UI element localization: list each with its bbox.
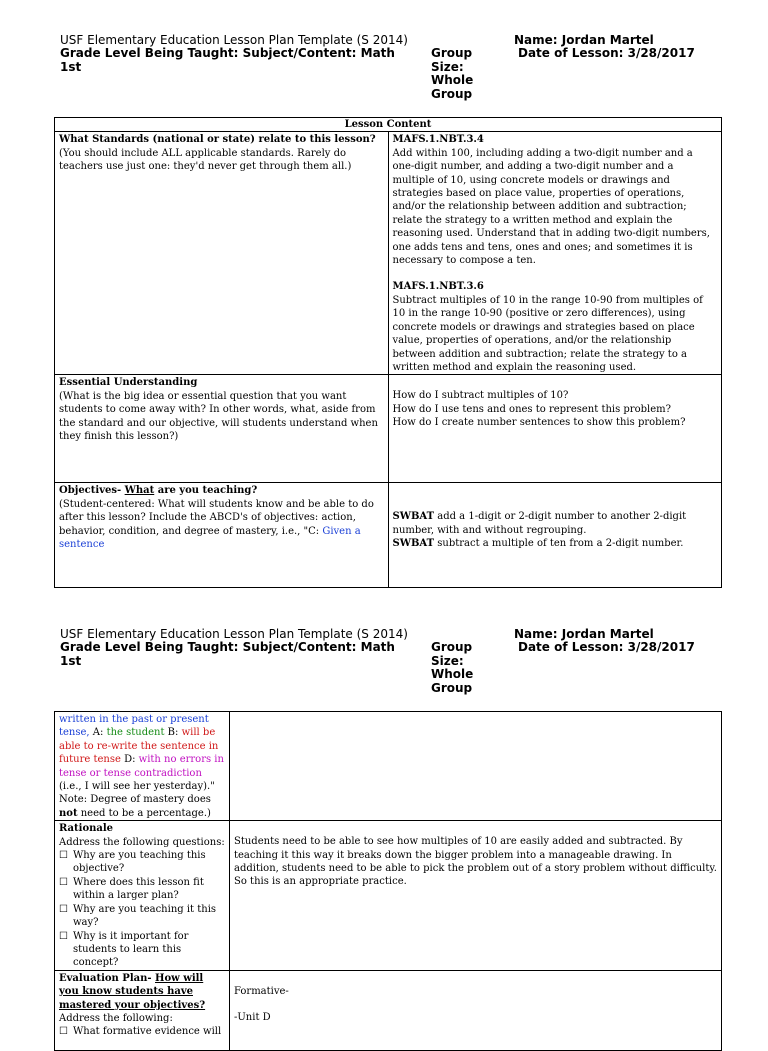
standard-text-1: Add within 100, including adding a two-digit number and a one-digit number, and adding a two-digit number and a multiple of 10, using concrete models or drawings and strategies based on place value, properties of operations, and/or the relationship between addition and subtraction; relate the strategy to a written method and explain the reasoning used. Understand that in adding two-digit numbers, one adds tens and tens, ones and ones; and sometimes it is necessary to compose a ten. (392, 147, 710, 267)
objective-1 (393, 510, 718, 537)
swbat-1: SWBAT (392, 511, 435, 523)
checkbox-icon: ☐ (59, 1026, 68, 1038)
evaluation-item-text: What formative evidence will (73, 1026, 222, 1038)
objectives-heading (59, 484, 384, 497)
table-title: Lesson Content (55, 118, 722, 132)
essential-question-1: How do I subtract multiples of 10? (392, 390, 569, 402)
cont-b-label: B: (164, 727, 182, 739)
cont-degree: with no errors in tense or tense contradiction (59, 754, 224, 779)
objectives-desc-text: (Student-centered: What will students know and be able to do after this lesson? Include the ABCD's of objectives: action, behavior, condition, and degree of mastery, i.e., "C: (59, 498, 374, 537)
standard-text-2: Subtract multiples of 10 in the range 10-90 from multiples of 10 in the range 10-90 (positive or zero differences), using concrete models or drawings and strategies based on place value, properties of operations, and/or the relationship between addition and subtraction; relate the strategy to a written method and explain the reasoning used. (392, 294, 703, 373)
cont-a-label: A: (89, 727, 107, 739)
lesson-content-table (54, 117, 722, 588)
evaluation-desc: Address the following: (59, 1012, 173, 1024)
lesson-date-2: Date of Lesson: 3/28/2017 (518, 640, 695, 654)
objectives-continued-cell (55, 712, 230, 821)
note-post: need to be a percentage.) (77, 807, 211, 819)
objectives-content-cell (388, 483, 722, 588)
template-title-2: USF Elementary Education Lesson Plan Template (S 2014) (60, 627, 408, 641)
evaluation-item (59, 1025, 225, 1038)
objectives-heading-what: What (124, 485, 155, 497)
teacher-name: Name: Jordan Martel (514, 33, 654, 47)
objectives-continued-content (230, 712, 722, 821)
standards-label-cell (55, 132, 389, 375)
grade-subject-2: Grade Level Being Taught: Subject/Content: Math 1st (60, 640, 395, 668)
evaluation-label-cell (55, 970, 230, 1050)
objectives-desc (59, 498, 384, 552)
rationale-item (59, 849, 225, 876)
checkbox-icon: ☐ (59, 876, 68, 888)
essential-question-2: How do I use tens and ones to represent this problem? (392, 403, 671, 415)
standard-code-1: MAFS.1.NBT.3.4 (392, 134, 484, 146)
rationale-item-text: Why are you teaching this objective? (73, 850, 206, 875)
cont-behavior: will be able to re-write the sentence in future tense (59, 727, 219, 766)
rationale-label-cell (55, 821, 230, 970)
objectives-heading-post: are you teaching? (154, 485, 258, 497)
objectives-desc-blue: Given a sentence (59, 525, 361, 550)
objectives-heading-pre: Objectives- (59, 485, 125, 497)
teacher-name-2: Name: Jordan Martel (514, 627, 654, 641)
swbat-2: SWBAT (392, 538, 435, 550)
objective-2-text: subtract a multiple of ten from a 2-digit number. (434, 538, 684, 550)
rationale-item (59, 903, 225, 930)
standards-heading: What Standards (national or state) relate to this lesson? (59, 134, 376, 146)
rationale-content-cell (230, 821, 722, 970)
rationale-item-text: Why are you teaching it this way? (73, 903, 217, 929)
evaluation-heading-pre: Evaluation Plan- (59, 972, 156, 984)
standards-content-cell (388, 132, 722, 375)
grade-subject: Grade Level Being Taught: Subject/Content: Math 1st (60, 46, 395, 74)
rationale-item-text: Why is it important for students to learn this concept? (73, 930, 189, 969)
rationale-heading: Rationale (59, 823, 114, 835)
rationale-item-text: Where does this lesson fit within a larger plan? (73, 876, 204, 902)
note-pre: Note: Degree of mastery does (59, 794, 211, 806)
essential-desc: (What is the big idea or essential question that you want students to come away with? In other words, what, aside from the standard and our objective, will students understand when they finish this lesson?) (59, 390, 378, 442)
essential-label-cell (55, 375, 389, 483)
objective-1-text: add a 1-digit or 2-digit number to another 2-digit number, with and without regrouping. (392, 511, 687, 536)
checkbox-icon: ☐ (59, 903, 68, 915)
essential-heading: Essential Understanding (59, 377, 198, 389)
formative-label: Formative- (234, 985, 289, 997)
checkbox-icon: ☐ (59, 850, 68, 862)
evaluation-heading-question: How will you know students have mastered your objectives? (59, 972, 206, 1011)
objectives-label-cell (55, 483, 389, 588)
evaluation-heading (59, 972, 225, 1012)
rationale-text: Students need to be able to see how multiples of 10 are easily added and subtracted. By teaching it this way it breaks down the bigger problem into a manageable drawing. In addition, students need to be able to pick the problem out of a story problem without difficulty. So this is an appropriate practice. (234, 836, 717, 888)
checkbox-icon: ☐ (59, 930, 68, 942)
objective-2 (393, 537, 718, 550)
note-not: not (59, 807, 78, 819)
cont-example: (i.e., I will see her yesterday)." (59, 781, 215, 793)
group-size: Group Size: Whole Group (431, 46, 474, 101)
group-size-2: Group Size: Whole Group (431, 640, 474, 695)
essential-content-cell (388, 375, 722, 483)
standard-code-2: MAFS.1.NBT.3.6 (392, 281, 484, 293)
cont-d-label: D: (120, 754, 139, 766)
lesson-date: Date of Lesson: 3/28/2017 (518, 46, 695, 60)
cont-audience: the student (106, 727, 165, 739)
essential-question-3: How do I create number sentences to show this problem? (392, 417, 686, 429)
standards-desc: (You should include ALL applicable standards. Rarely do teachers use just one: they'd never get through them all.) (59, 147, 352, 173)
lesson-content-table-continued (54, 711, 722, 1051)
template-title: USF Elementary Education Lesson Plan Template (S 2014) (60, 33, 408, 47)
unit-label: -Unit D (234, 1012, 271, 1024)
evaluation-content-cell (230, 970, 722, 1050)
rationale-item (59, 930, 225, 970)
cont-condition: written in the past or present tense, (59, 714, 209, 739)
rationale-item (59, 876, 225, 903)
rationale-desc: Address the following questions: (59, 836, 225, 848)
mastery-note (59, 793, 225, 820)
